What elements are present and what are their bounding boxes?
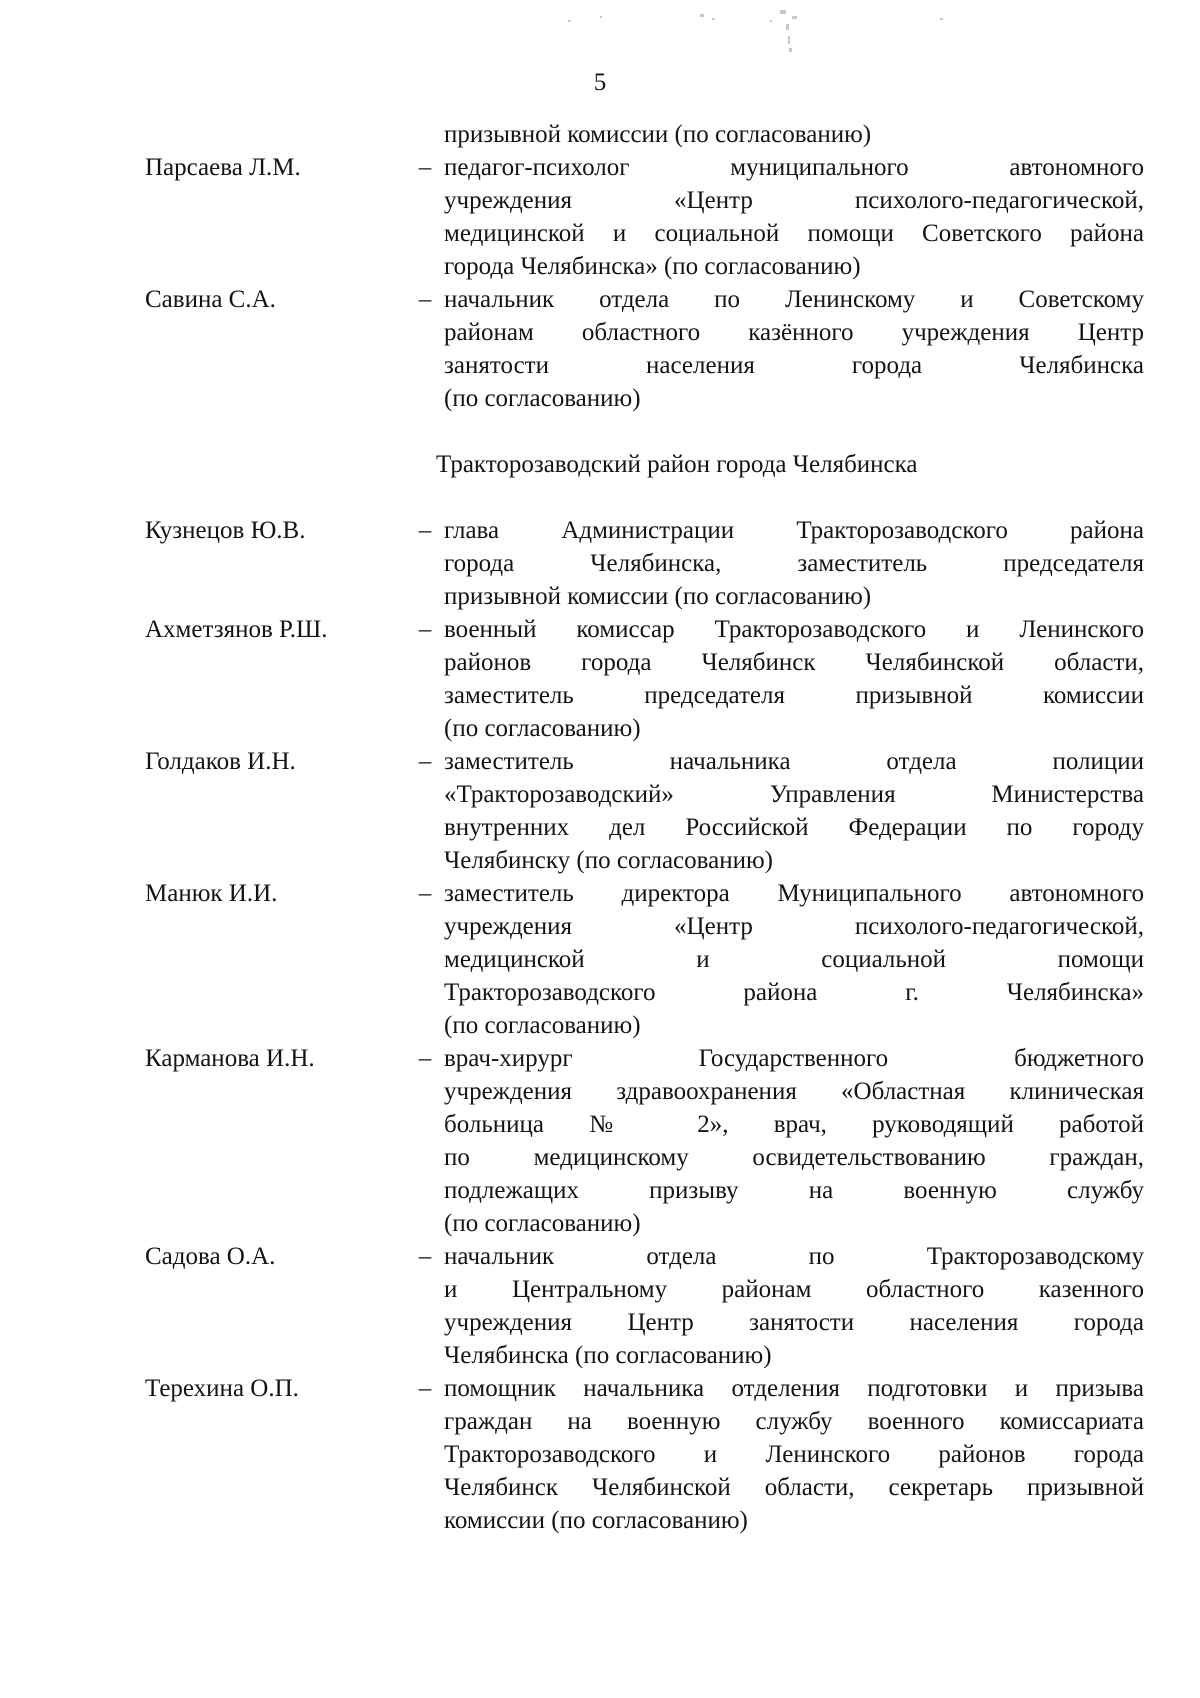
position-line: Тракторозаводского района г. Челябинска» [444,979,1144,1006]
member-list-soviet [0,151,1200,415]
member-entry [0,151,1200,283]
dash-separator: – [418,748,432,775]
position-line: (по согласованию) [444,715,641,742]
position-line: заместитель начальника отдела полиции [444,748,1144,775]
position-line: призывной комиссии (по согласованию) [444,583,872,610]
carryover-text: призывной комиссии (по согласованию) [444,121,872,148]
dash-separator: – [418,616,432,643]
member-position [444,1042,1144,1240]
member-name: Карманова И.Н. [145,1045,315,1072]
position-line: города Челябинска, заместитель председателя [444,550,1144,577]
member-position [444,1372,1144,1537]
position-line: подлежащих призыву на военную службу [444,1177,1144,1204]
position-line: районам областного казённого учреждения Центр [444,319,1144,346]
member-position [444,877,1144,1042]
member-entry [0,1042,1200,1240]
position-line: заместитель председателя призывной комиссии [444,682,1144,709]
dash-separator: – [418,286,432,313]
position-line: врач-хирург Государственного бюджетного [444,1045,1144,1072]
position-line: «Тракторозаводский» Управления Министерства [444,781,1144,808]
member-position [444,613,1144,745]
page-number: 5 [593,69,607,96]
position-line: города Челябинска» (по согласованию) [444,253,861,280]
position-line: медицинской и социальной помощи Советского района [444,220,1144,247]
member-entry [0,745,1200,877]
dash-separator: – [418,154,432,181]
position-line: учреждения «Центр психолого-педагогической, [444,913,1144,940]
position-line: (по согласованию) [444,1210,641,1237]
document-body [0,118,1200,1537]
member-name: Садова О.А. [145,1243,276,1270]
position-line: начальник отдела по Ленинскому и Советскому [444,286,1144,313]
dash-separator: – [418,517,432,544]
dash-separator: – [418,1243,432,1270]
position-line: Челябинска (по согласованию) [444,1342,772,1369]
dash-separator: – [418,880,432,907]
position-line: комиссии (по согласованию) [444,1507,748,1534]
member-entry [0,613,1200,745]
position-line: помощник начальника отделения подготовки и призыва [444,1375,1144,1402]
position-line: учреждения «Центр психолого-педагогической, [444,187,1144,214]
member-name: Манюк И.И. [145,880,278,907]
position-line: Тракторозаводского и Ленинского районов города [444,1441,1144,1468]
member-position [444,514,1144,613]
position-line: учреждения здравоохранения «Областная клиническая [444,1078,1144,1105]
member-entry [0,283,1200,415]
position-line: медицинской и социальной помощи [444,946,1144,973]
position-line: граждан на военную службу военного комиссариата [444,1408,1144,1435]
position-line: начальник отдела по Тракторозаводскому [444,1243,1144,1270]
member-name: Голдаков И.Н. [145,748,296,775]
member-entry [0,877,1200,1042]
position-line: и Центральному районам областного казенного [444,1276,1144,1303]
member-name: Ахметзянов Р.Ш. [145,616,328,643]
member-entry [0,1372,1200,1537]
scan-noise-marks [560,6,1060,66]
member-name: Терехина О.П. [145,1375,299,1402]
position-line: военный комиссар Тракторозаводского и Ленинского [444,616,1144,643]
position-line: педагог-психолог муниципального автономного [444,154,1144,181]
position-line: внутренних дел Российской Федерации по городу [444,814,1144,841]
member-entry [0,1240,1200,1372]
member-name: Кузнецов Ю.В. [145,517,306,544]
position-line: районов города Челябинск Челябинской области, [444,649,1144,676]
member-position [444,151,1144,283]
position-line: больница № 2», врач, руководящий работой [444,1111,1144,1138]
member-position [444,1240,1144,1372]
dash-separator: – [418,1045,432,1072]
position-line: учреждения Центр занятости населения города [444,1309,1144,1336]
section-title: Тракторозаводский район города Челябинска [436,451,918,478]
position-line: по медицинскому освидетельствованию граждан, [444,1144,1144,1171]
position-line: Челябинск Челябинской области, секретарь призывной [444,1474,1144,1501]
member-list-traktorozavodsky [0,514,1200,1537]
position-line: Челябинску (по согласованию) [444,847,773,874]
member-name: Парсаева Л.М. [145,154,301,181]
member-position [444,745,1144,877]
position-line: (по согласованию) [444,385,641,412]
member-name: Савина С.А. [145,286,276,313]
member-entry [0,514,1200,613]
dash-separator: – [418,1375,432,1402]
position-line: заместитель директора Муниципального автономного [444,880,1144,907]
member-position [444,283,1144,415]
position-line: (по согласованию) [444,1012,641,1039]
position-line: занятости населения города Челябинска [444,352,1144,379]
position-line: глава Администрации Тракторозаводского района [444,517,1144,544]
